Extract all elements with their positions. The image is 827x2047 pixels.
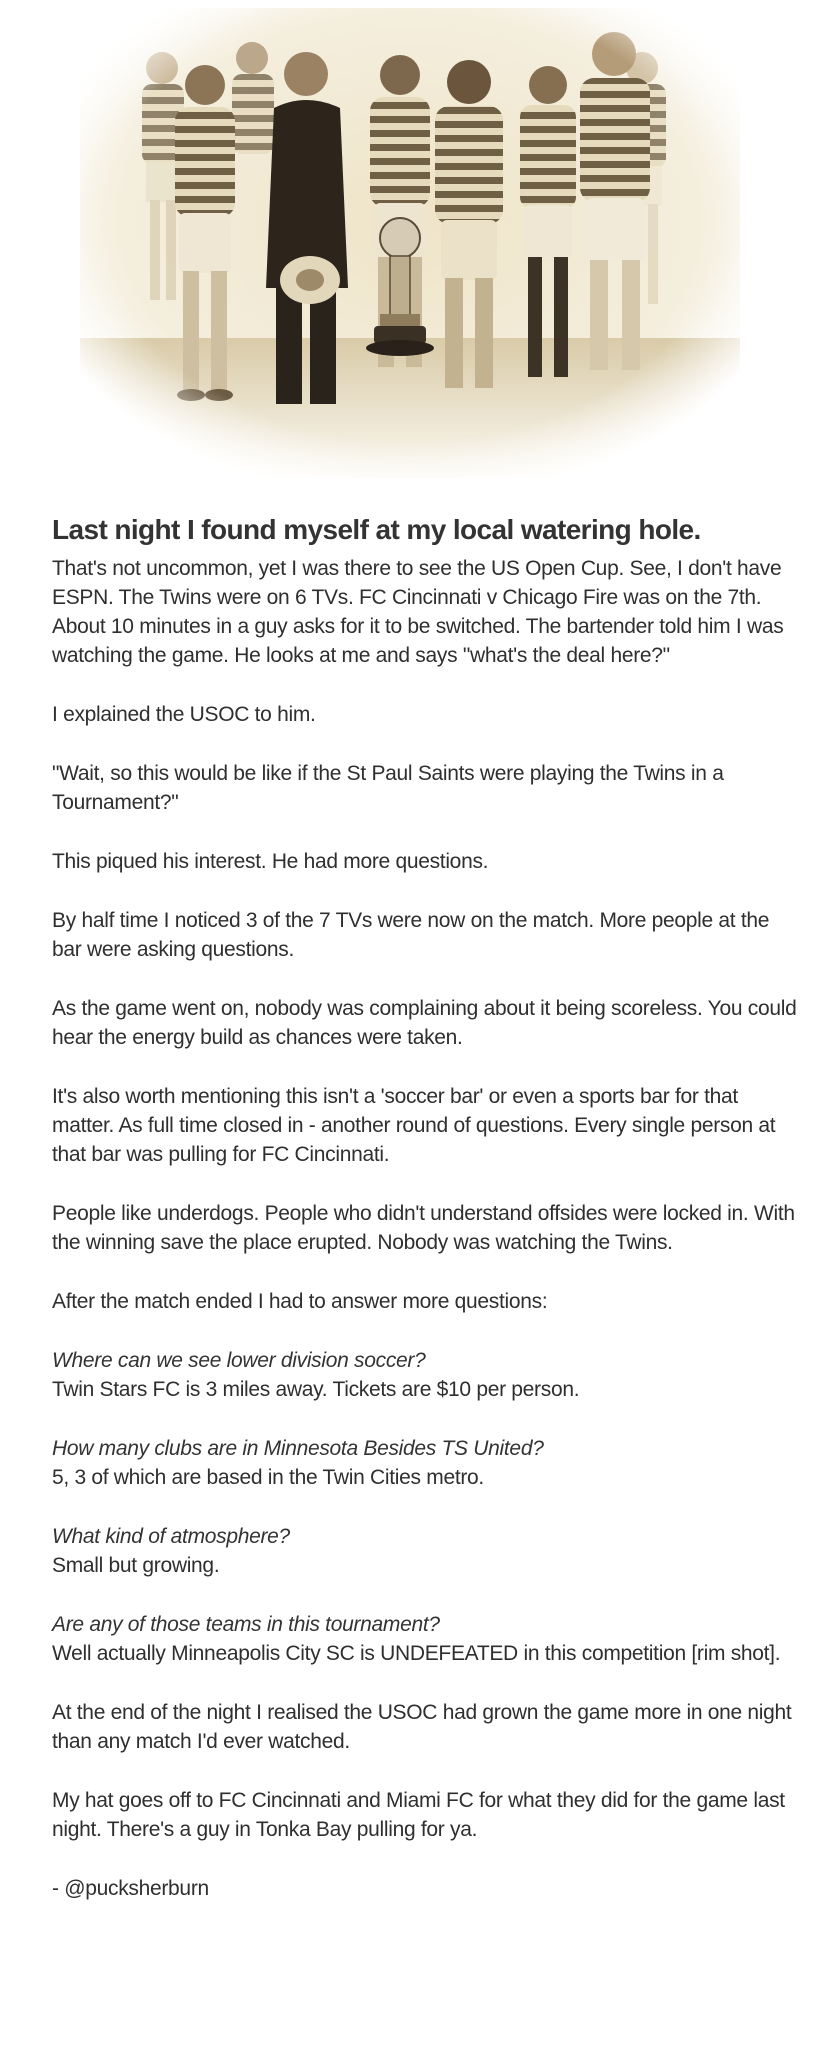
qa-item (52, 1522, 802, 1580)
paragraph-interest: This piqued his interest. He had more questions. (52, 850, 489, 873)
qa-question: How many clubs are in Minnesota Besides TS United? (52, 1437, 544, 1460)
paragraph-realised: At the end of the night I realised the USOC had grown the game more in one night than any match I'd ever watched. (52, 1701, 792, 1753)
qa-item (52, 1610, 802, 1668)
paragraph-hat-off: My hat goes off to FC Cincinnati and Miami FC for what they did for the game last night. There's a guy in Tonka Bay pulling for ya. (52, 1789, 785, 1841)
qa-question: What kind of atmosphere? (52, 1525, 290, 1548)
qa-question: Are any of those teams in this tournament? (52, 1613, 440, 1636)
paragraph-halftime: By half time I noticed 3 of the 7 TVs were now on the match. More people at the bar were asking questions. (52, 909, 770, 961)
qa-question: Where can we see lower division soccer? (52, 1349, 426, 1372)
qa-item (52, 1346, 802, 1404)
paragraph-explained: I explained the USOC to him. (52, 703, 316, 726)
qa-answer: 5, 3 of which are based in the Twin Cities metro. (52, 1466, 484, 1489)
paragraph-scoreless: As the game went on, nobody was complaining about it being scoreless. You could hear the energy build as chances were taken. (52, 997, 797, 1049)
qa-answer: Twin Stars FC is 3 miles away. Tickets are $10 per person. (52, 1378, 580, 1401)
paragraph-not-soccer-bar: It's also worth mentioning this isn't a 'soccer bar' or even a sports bar for that matter. As full time closed in - another round of questions. Every single person at that bar was pulling for FC Cincinnati. (52, 1085, 776, 1166)
paragraph-more-questions: After the match ended I had to answer more questions: (52, 1290, 548, 1313)
qa-answer: Well actually Minneapolis City SC is UNDEFEATED in this competition [rim shot]. (52, 1642, 781, 1665)
author-signoff: - @pucksherburn (52, 1877, 209, 1900)
paragraph-intro: That's not uncommon, yet I was there to see the US Open Cup. See, I don't have ESPN. The Twins were on 6 TVs. FC Cincinnati v Chicago Fire was on the 7th. About 10 minutes in a guy asks for it to be switched. The bartender told him I was watching the game. He looks at me and says "what's the deal here?" (52, 557, 784, 667)
vintage-team-photo (80, 8, 740, 478)
qa-answer: Small but growing. (52, 1554, 220, 1577)
paragraph-underdogs: People like underdogs. People who didn't understand offsides were locked in. With the winning save the place erupted. Nobody was watching the Twins. (52, 1202, 795, 1254)
paragraph-quote: "Wait, so this would be like if the St Paul Saints were playing the Twins in a Tournament?" (52, 762, 724, 814)
qa-item (52, 1434, 802, 1492)
headline: Last night I found myself at my local watering hole. (52, 514, 701, 545)
article (52, 512, 802, 1903)
